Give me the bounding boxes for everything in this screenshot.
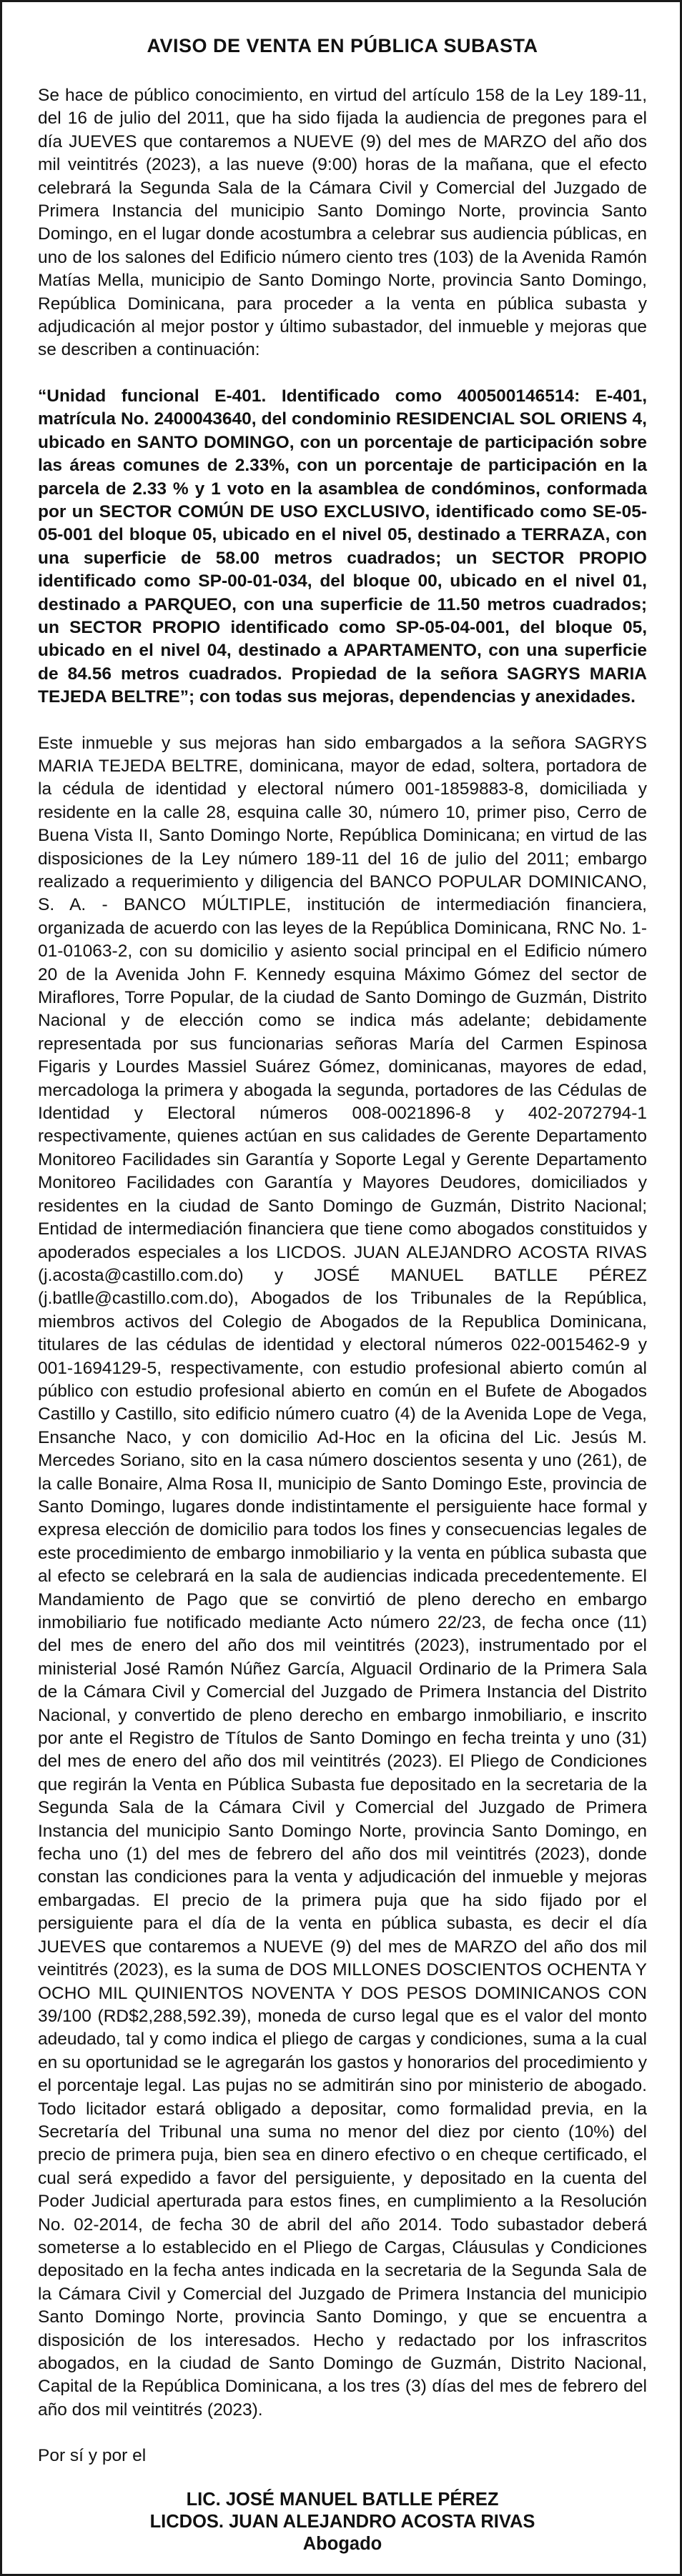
- signature-line-1: LIC. JOSÉ MANUEL BATLLE PÉREZ: [186, 2490, 499, 2510]
- body-paragraph: Este inmueble y sus mejoras han sido embargados a la señora SAGRYS MARIA TEJEDA BELTRE, dominicana, mayor de edad, soltera, portadora de la cédula de identidad y electoral número 001-1859883-8, domiciliada y residente en la calle 28, esquina calle 30, número 10, primer piso, Cerro de Buena Vista II, Santo Domingo Norte, República Dominicana; en virtud de las disposiciones de la Ley número 189-11 del 16 de julio del 2011; embargo realizado a requerimiento y diligencia del BANCO POPULAR DOMINICANO, S. A. - BANCO MÚLTIPLE, institución de intermediación financiera, organizada de acuerdo con las leyes de la República Dominicana, RNC No. 1-01-01063-2, con su domicilio y asiento social principal en el Edificio número 20 de la Avenida John F. Kennedy esquina Máximo Gómez del sector de Miraflores, Torre Popular, de la ciudad de Santo Domingo de Guzmán, Distrito Nacional y de elección como se indica más adelante; debidamente representada por sus funcionarias señoras María del Carmen Espinosa Figaris y Lourdes Massiel Suárez Gómez, dominicanas, mayores de edad, mercadologa la primera y abogada la segunda, portadores de las Cédulas de Identidad y Electoral números 008-0021896-8 y 402-2072794-1 respectivamente, quienes actúan en sus calidades de Gerente Departamento Monitoreo Facilidades sin Garantía y Soporte Legal y Gerente Departamento Monitoreo Facilidades con Garantía y Mayores Deudores, domiciliados y residentes en la ciudad de Santo Domingo de Guzmán, Distrito Nacional; Entidad de intermediación financiera que tiene como abogados constituidos y apoderados especiales a los LICDOS. JUAN ALEJANDRO ACOSTA RIVAS (j.acosta@castillo.com.do) y JOSÉ MANUEL BATLLE PÉREZ (j.batlle@castillo.com.do), Abogados de los Tribunales de la República, miembros activos del Colegio de Abogados de la Republica Dominicana, titulares de las cédulas de identidad y electoral números 022-0015462-9 y 001-1694129-5, respectivamente, con estudio profesional abierto común al público con estudio profesional abierto en común en el Bufete de Abogados Castillo y Castillo, sito edificio número cuatro (4) de la Avenida Lope de Vega, Ensanche Naco, y con domicilio Ad-Hoc en la oficina del Lic. Jesús M. Mercedes Soriano, sito en la casa número doscientos sesenta y uno (261), de la calle Bonaire, Alma Rosa II, municipio de Santo Domingo Este, provincia de Santo Domingo, lugares donde indistintamente el persiguiente hace formal y expresa elección de domicilio para todos los fines y consecuencias legales de este procedimiento de embargo inmobiliario y la venta en pública subasta que al efecto se celebrará en la sala de audiencias indicada precedentemente. El Mandamiento de Pago que se convirtió de pleno derecho en embargo inmobiliario fue notificado mediante Acto número 22/23, de fecha once (11) del mes de enero del año dos mil veintitrés (2023), instrumentado por el ministerial José Ramón Núñez García, Alguacil Ordinario de la Primera Sala de la Cámara Civil y Comercial del Juzgado de Primera Instancia del Distrito Nacional, y convertido de pleno derecho en embargo inmobiliario, e inscrito por ante el Registro de Títulos de Santo Domingo en fecha treinta y uno (31) del mes de enero del año dos mil veintitrés (2023). El Pliego de Condiciones que regirán la Venta en Pública Subasta fue depositado en la secretaria de la Segunda Sala de la Cámara Civil y Comercial del Juzgado de Primera Instancia del municipio Santo Domingo Norte, provincia Santo Domingo, en fecha uno (1) del mes de febrero del año dos mil veintitrés (2023), donde constan las condiciones para la venta y adjudicación del inmueble y mejoras embargadas. El precio de la primera puja que ha sido fijado por el persiguiente para el día de la venta en pública subasta, es decir el día JUEVES que contaremos a NUEVE (9) del mes de MARZO del año dos mil veintitrés (2023), es la suma de DOS MILLONES DOSCIENTOS OCHENTA Y OCHO MIL QUINIENTOS NOVENTA Y DOS PESOS DOMINICANOS CON 39/100 (RD$2,288,592.39), moneda de curso legal que es el valor del monto adeudado, tal y como indica el pliego de cargas y condiciones, suma a la cual en su oportunidad se le agregarán los gastos y honorarios del procedimiento y el porcentaje legal. Las pujas no se admitirán sino por ministerio de abogado. Todo licitador estará obligado a depositar, como formalidad previa, en la Secretaría del Tribunal una suma no menor del diez por ciento (10%) del precio de primera puja, bien sea en dinero efectivo o en cheque certificado, el cual será expedido a favor del persiguiente, y depositado en la cuenta del Poder Judicial aperturada para estos fines, en cumplimiento a la Resolución No. 02-2014, de fecha 30 de abril del año 2014. Todo subastador deberá someterse a lo establecido en el Pliego de Cargas, Cláusulas y Condiciones depositado en la fecha antes indicada en la secretaria de la Segunda Sala de la Cámara Civil y Comercial del Juzgado de Primera Instancia del municipio Santo Domingo Norte, provincia Santo Domingo, y que se encuentra a disposición de los interesados. Hecho y redactado por los infrascritos abogados, en la ciudad de Santo Domingo de Guzmán, Distrito Nacional, Capital de la República Dominicana, a los tres (3) días del mes de febrero del año dos mil veintitrés (2023).: [38, 733, 647, 2420]
- notice-title: AVISO DE VENTA EN PÚBLICA SUBASTA: [147, 35, 538, 56]
- signoff-text: Por sí y por el: [38, 2446, 147, 2466]
- signature-block: [38, 2489, 647, 2555]
- property-description: “Unidad funcional E-401. Identificado como 400500146514: E-401, matrícula No. 2400043640, del condominio RESIDENCIAL SOL ORIENS 4, ubicado en SANTO DOMINGO, con un porcentaje de participación sobre las áreas comunes de 2.33%, con un porcentaje de participación en la parcela de 2.33 % y 1 voto en la asamblea de condóminos, conformada por un SECTOR COMÚN DE USO EXCLUSIVO, identificado como SE-05-05-001 del bloque 05, ubicado en el nivel 05, destinado a TERRAZA, con una superficie de 58.00 metros cuadrados; un SECTOR PROPIO identificado como SP-00-01-034, del bloque 00, ubicado en el nivel 01, destinado a PARQUEO, con una superficie de 11.50 metros cuadrados; un SECTOR PROPIO identificado como SP-05-04-001, del bloque 05, ubicado en el nivel 04, destinado a APARTAMENTO, con una superficie de 84.56 metros cuadrados. Propiedad de la señora SAGRYS MARIA TEJEDA BELTRE”; con todas sus mejoras, dependencias y anexidades.: [38, 386, 647, 707]
- signature-line-2: LICDOS. JUAN ALEJANDRO ACOSTA RIVAS: [149, 2512, 535, 2532]
- signature-line-3: Abogado: [302, 2534, 382, 2555]
- intro-paragraph: Se hace de público conocimiento, en virtud del artículo 158 de la Ley 189-11, del 16 de julio del 2011, que ha sido fijada la audiencia de pregones para el día JUEVES que contaremos a NUEVE (9) del mes de MARZO del año dos mil veintitrés (2023), a las nueve (9:00) horas de la mañana, que el efecto celebrará la Segunda Sala de la Cámara Civil y Comercial del Juzgado de Primera Instancia del municipio Santo Domingo Norte, provincia Santo Domingo, en el lugar donde acostumbra a celebrar sus audiencia públicas, en uno de los salones del Edificio número ciento tres (103) de la Avenida Ramón Matías Mella, municipio de Santo Domingo Norte, provincia Santo Domingo, República Dominicana, para proceder a la venta en pública subasta y adjudicación al mejor postor y último subastador, del inmueble y mejoras que se describen a continuación:: [38, 86, 647, 360]
